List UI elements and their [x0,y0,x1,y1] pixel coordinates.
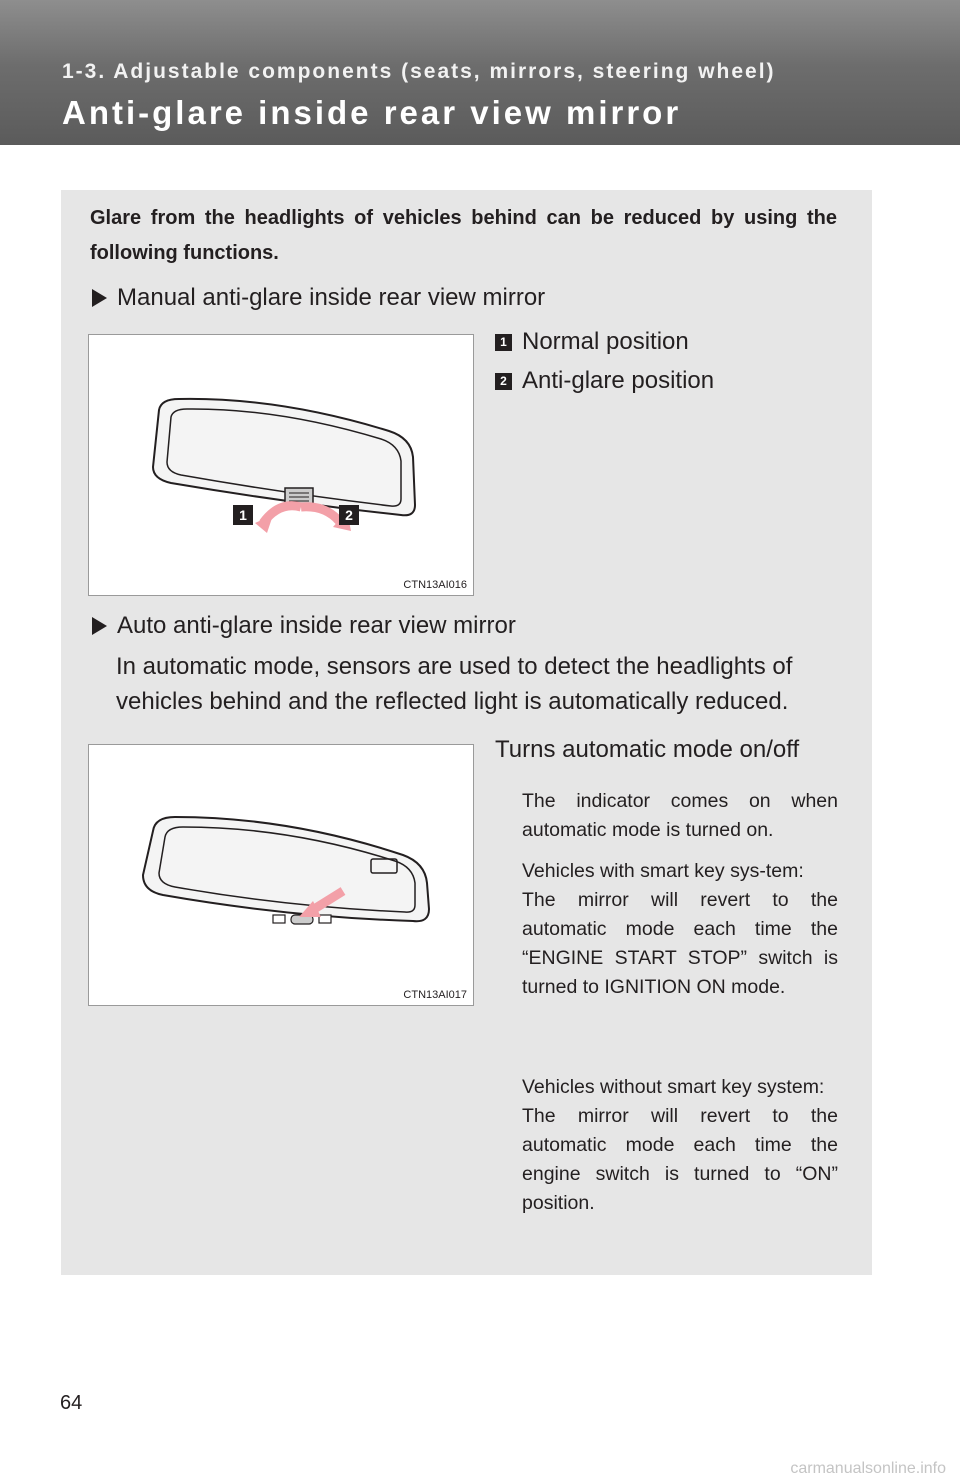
auto-function-label: Turns automatic mode on/off [495,736,800,763]
intro-text: Glare from the headlights of vehicles behind can be reduced by using the following functions. [90,207,837,264]
figure-callout-1: 1 [239,507,247,523]
item-normal-position [495,328,689,356]
item-label: Normal position [522,328,689,355]
auto-mirror-figure [88,744,474,1006]
note-text: The mirror will revert to the automatic mode each time the engine switch is turned to “ON” position. [522,1105,838,1214]
item-number-icon: 2 [495,373,512,390]
figure-callout-2: 2 [345,507,353,523]
page-number: 64 [60,1392,83,1414]
note-text: The indicator comes on when automatic mode is turned on. [522,790,838,841]
watermark: carmanualsonline.info [790,1460,946,1477]
auto-description: In automatic mode, sensors are used to detect the headlights of vehicles behind and the reflected light is automatically reduced. [116,653,793,715]
auto-heading [92,612,516,640]
note-condition: Vehicles without smart key system: [522,1076,825,1098]
page-header [0,0,960,145]
figure-code: CTN13AI017 [403,989,467,1001]
manual-mirror-figure [88,334,474,596]
note-condition: Vehicles with smart key sys-tem: [522,860,804,882]
section-label: 1-3. Adjustable components (seats, mirrors, steering wheel) [62,60,776,83]
manual-mirror-illustration [89,335,473,595]
item-number-icon: 1 [495,334,512,351]
note-no-smart-key [522,1073,838,1218]
auto-heading-text: Auto anti-glare inside rear view mirror [117,612,516,639]
note-text: The mirror will revert to the automatic mode each time the “ENGINE START STOP” switch is turned to IGNITION ON mode. [522,889,838,998]
manual-heading-text: Manual anti-glare inside rear view mirror [117,284,546,311]
note-smart-key [522,857,838,1002]
item-anti-glare-position [495,367,714,395]
item-label: Anti-glare position [522,367,715,394]
triangle-bullet-icon [92,289,107,307]
figure-code: CTN13AI016 [403,579,467,591]
page-title: Anti-glare inside rear view mirror [62,94,682,131]
triangle-bullet-icon [92,617,107,635]
manual-heading [92,284,545,312]
auto-mirror-illustration [89,745,473,1005]
note-indicator [522,787,838,845]
